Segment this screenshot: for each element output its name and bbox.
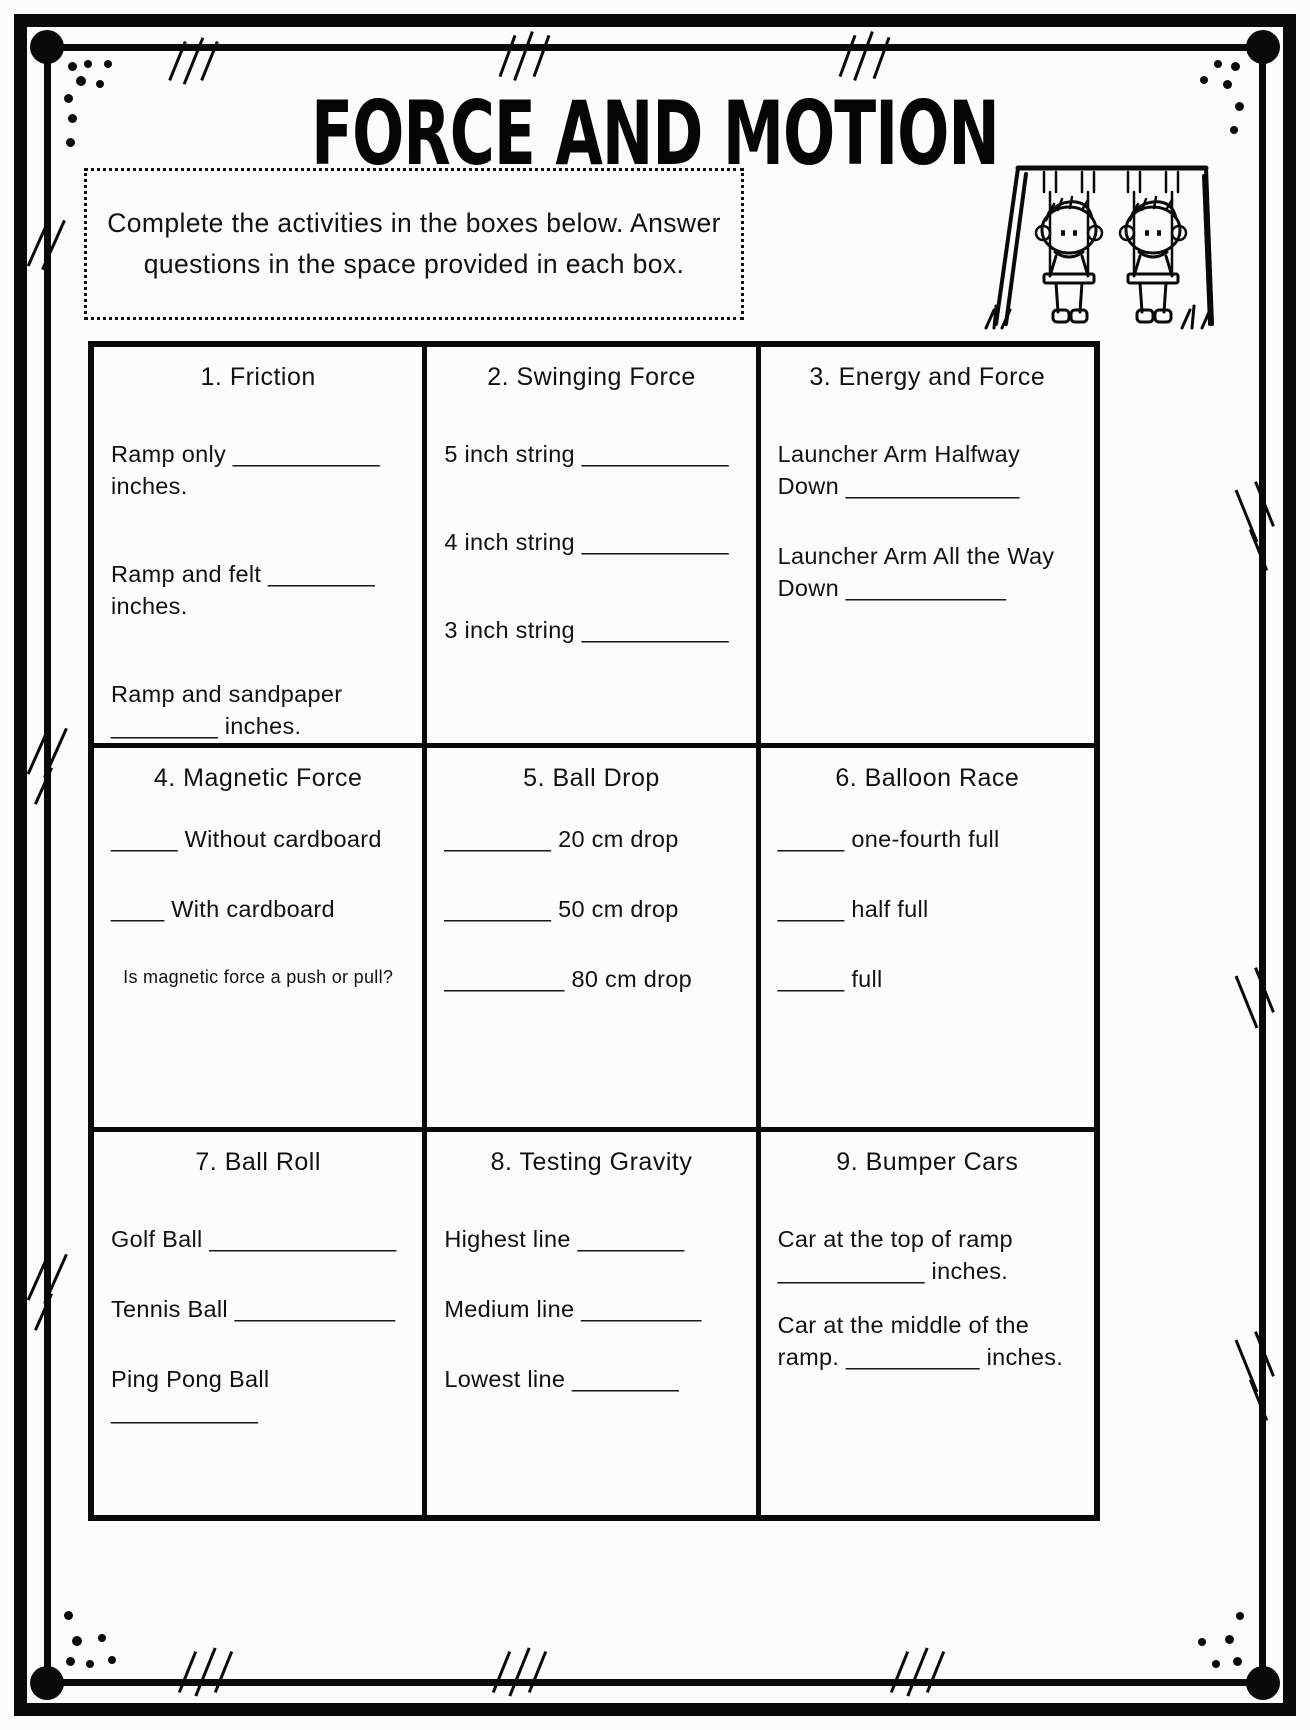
activity-prompt-9-1[interactable]: Car at the top of ramp ___________ inches.: [777, 1226, 1013, 1284]
swing-set-icon: [960, 152, 1222, 332]
activity-prompt-5-2[interactable]: ________ 50 cm drop: [444, 896, 679, 922]
speckle-spray-bottom-left: [58, 1552, 188, 1672]
activity-prompt-3-2[interactable]: Launcher Arm All the Way Down ____________: [777, 543, 1055, 601]
activity-title-9: 9. Bumper Cars: [836, 1148, 1019, 1176]
activity-prompt-1-1[interactable]: Ramp only ___________ inches.: [111, 441, 380, 499]
speckle-spray-bottom-right: [1132, 1562, 1252, 1672]
activity-prompt-4-1[interactable]: _____ Without cardboard: [111, 826, 382, 852]
activity-prompt-8-3[interactable]: Lowest line ________: [444, 1366, 679, 1392]
activity-cell-8[interactable]: [427, 1132, 760, 1515]
activity-prompt-2-2[interactable]: 4 inch string ___________: [444, 529, 729, 555]
activity-prompt-1-3[interactable]: Ramp and sandpaper ________ inches.: [111, 681, 343, 739]
activity-title-8: 8. Testing Gravity: [490, 1148, 693, 1176]
activity-prompt-6-1[interactable]: _____ one-fourth full: [777, 826, 1000, 852]
activity-prompt-5-3[interactable]: _________ 80 cm drop: [444, 966, 693, 992]
activity-cell-7[interactable]: [94, 1132, 427, 1515]
instructions-box: [84, 168, 744, 320]
activity-title-1: 1. Friction: [200, 363, 316, 391]
activity-prompt-6-2[interactable]: _____ half full: [777, 896, 929, 922]
activity-cell-1[interactable]: [94, 347, 427, 748]
activity-prompt-7-2[interactable]: Tennis Ball ____________: [111, 1296, 396, 1322]
activity-prompt-2-3[interactable]: 3 inch string ___________: [444, 617, 729, 643]
activity-cell-6[interactable]: [761, 748, 1094, 1132]
activity-prompt-8-1[interactable]: Highest line ________: [444, 1226, 685, 1252]
instructions-text: Complete the activities in the boxes below. Answer questions in the space provided in each box.: [107, 208, 721, 279]
activity-prompt-6-3[interactable]: _____ full: [777, 966, 883, 992]
activity-title-6: 6. Balloon Race: [835, 764, 1020, 792]
activity-cell-9[interactable]: [761, 1132, 1094, 1515]
activities-grid: [88, 341, 1100, 1521]
activity-prompt-4-2[interactable]: ____ With cardboard: [111, 896, 335, 922]
activity-cell-5[interactable]: [427, 748, 760, 1132]
activity-prompt-7-1[interactable]: Golf Ball ______________: [111, 1226, 397, 1252]
activity-cell-2[interactable]: [427, 347, 760, 748]
activity-prompt-8-2[interactable]: Medium line _________: [444, 1296, 702, 1322]
activity-prompt-3-1[interactable]: Launcher Arm Halfway Down _____________: [777, 441, 1021, 499]
activity-prompt-7-3[interactable]: Ping Pong Ball ___________: [111, 1366, 270, 1424]
page-title: FORCE AND MOTION: [311, 84, 999, 187]
activity-prompt-1-2[interactable]: Ramp and felt ________ inches.: [111, 561, 375, 619]
activity-title-7: 7. Ball Roll: [195, 1148, 321, 1176]
activity-prompt-9-2[interactable]: Car at the middle of the ramp. __________ inches.: [777, 1312, 1064, 1370]
activity-cell-3[interactable]: [761, 347, 1094, 748]
activity-prompt-2-1[interactable]: 5 inch string ___________: [444, 441, 729, 467]
activity-question-4: Is magnetic force a push or pull?: [123, 967, 394, 987]
activity-title-4: 4. Magnetic Force: [153, 764, 363, 792]
activity-title-2: 2. Swinging Force: [487, 363, 696, 391]
activity-cell-4[interactable]: [94, 748, 427, 1132]
activity-title-5: 5. Ball Drop: [523, 764, 660, 792]
activity-title-3: 3. Energy and Force: [809, 363, 1046, 391]
activity-prompt-5-1[interactable]: ________ 20 cm drop: [444, 826, 679, 852]
